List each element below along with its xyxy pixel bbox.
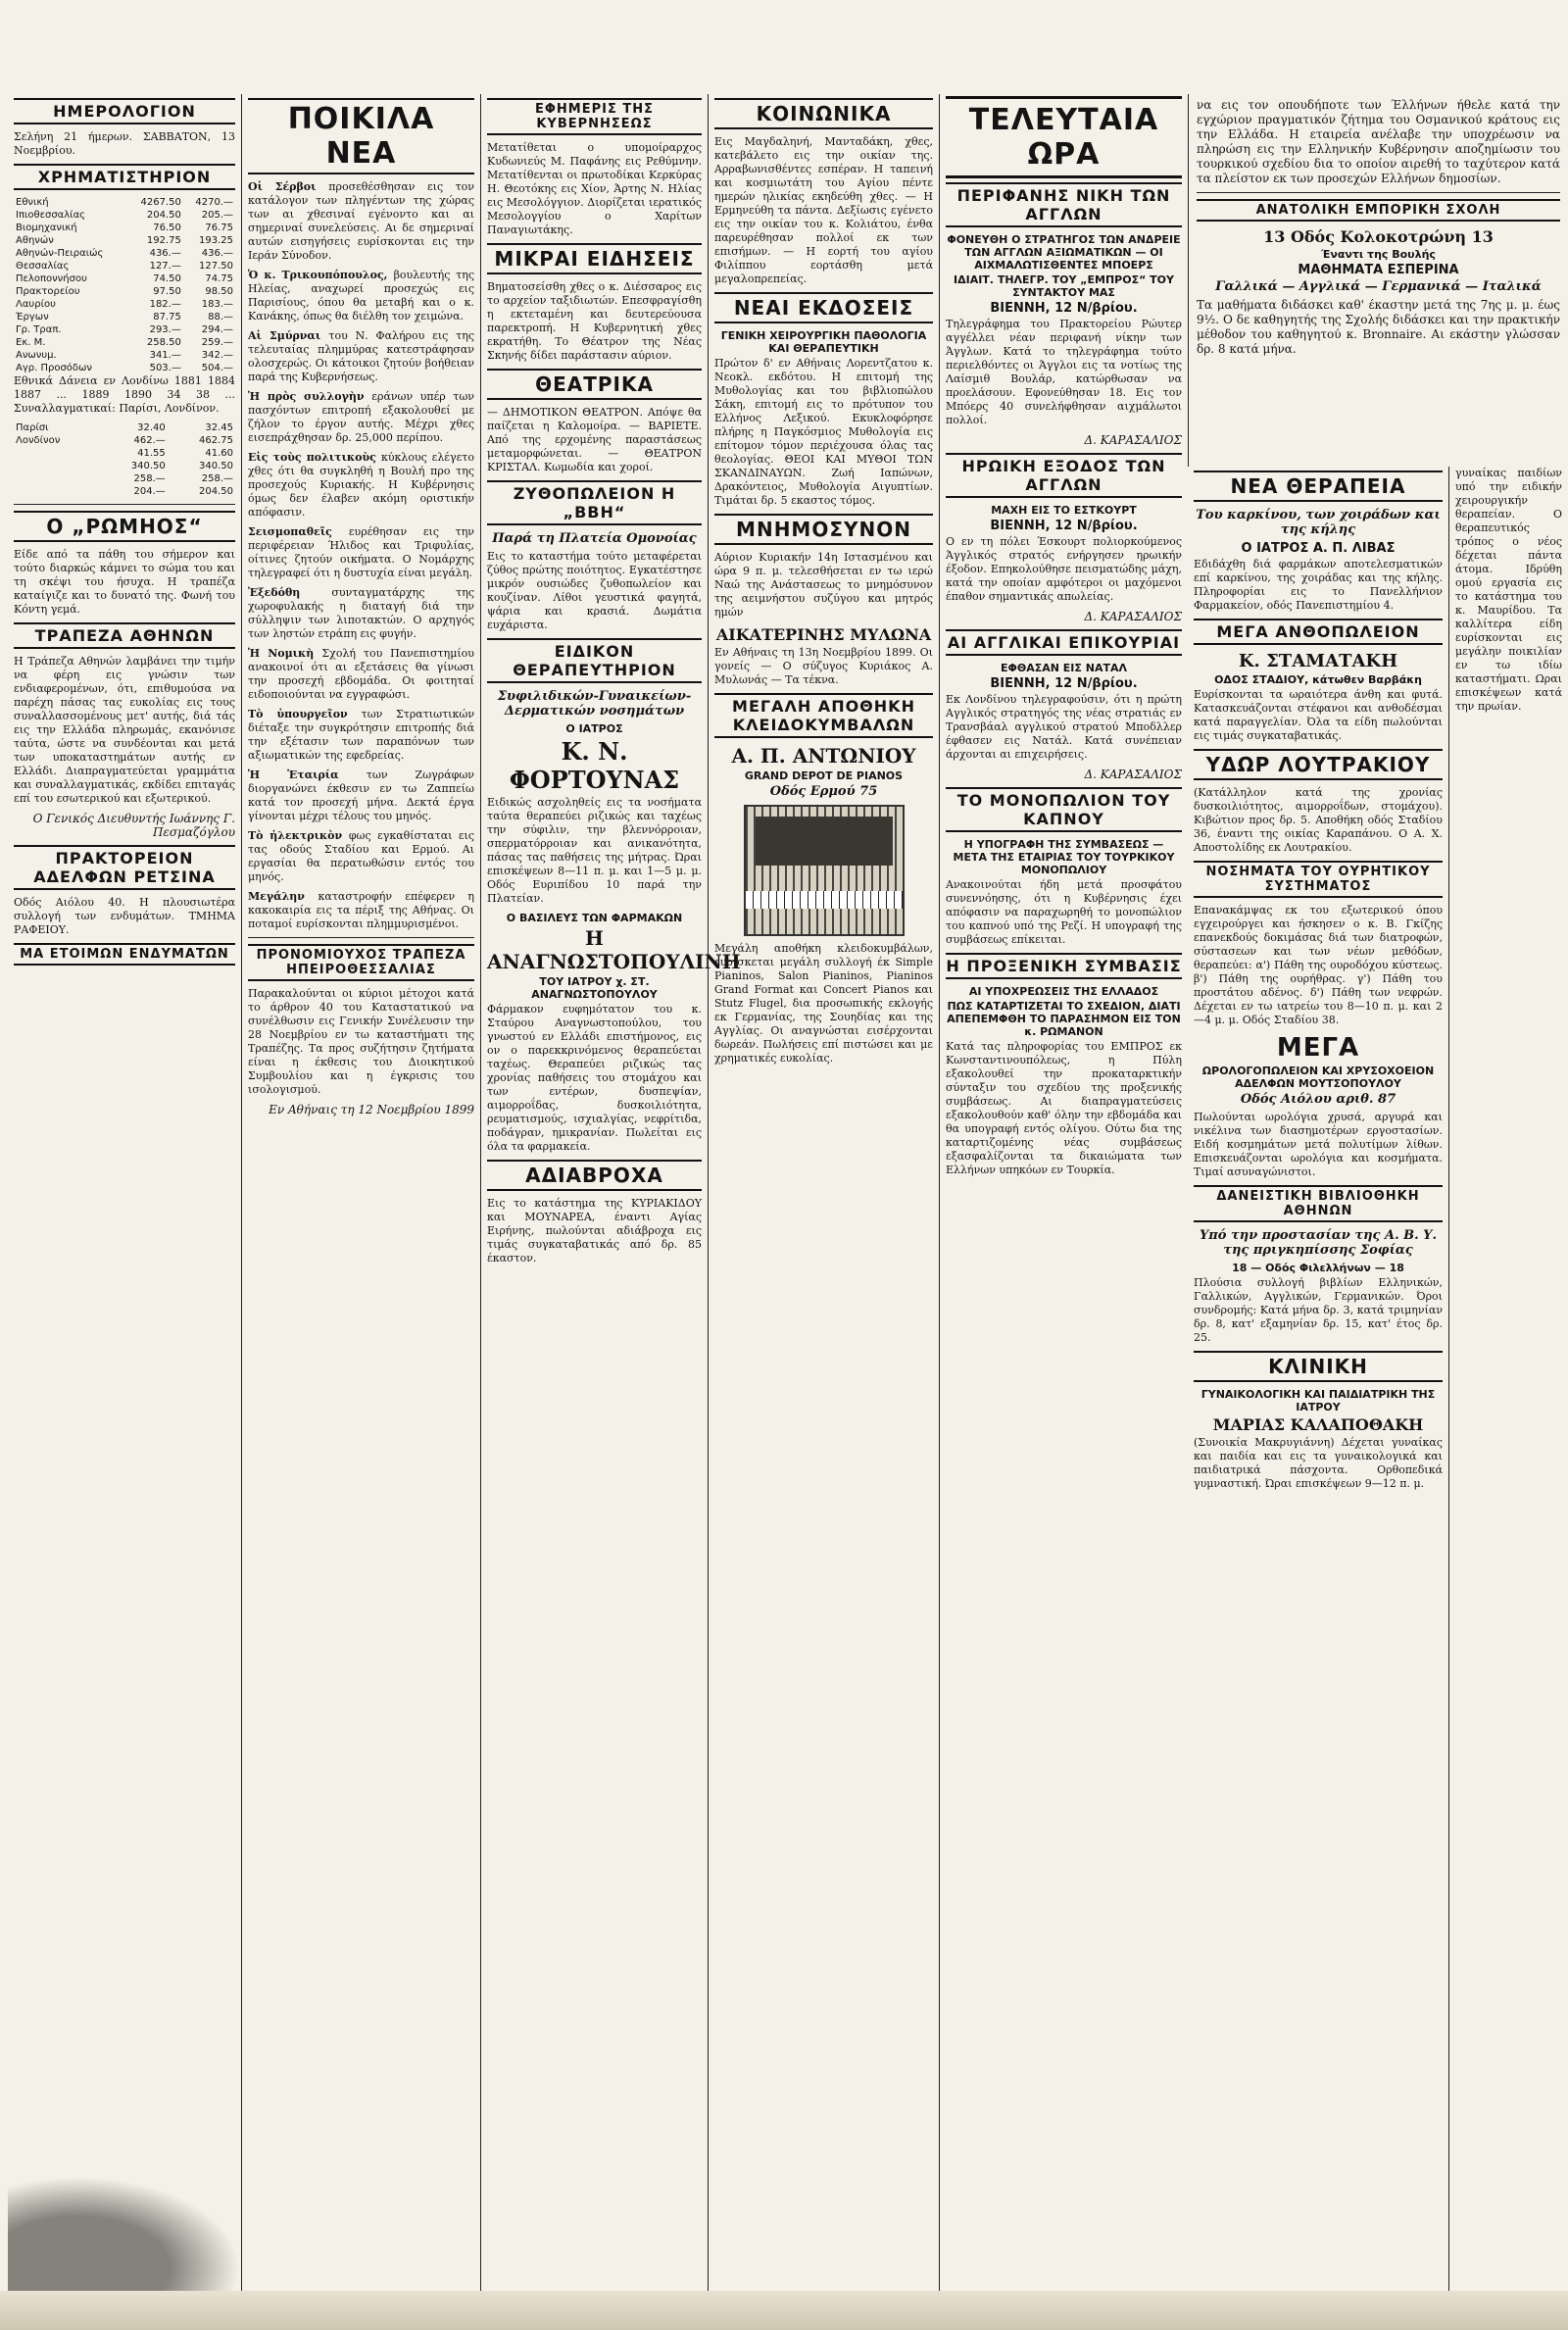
news-item-text: βουλευτής της Ηλείας, αναχωρεί προσεχώς εις Παρισίους, όπου θα μεταβή και ο κ. Κανάκης, όπως θα διέλθη τον χειμώνα.	[248, 269, 474, 322]
row-label: Αθηνών	[16, 235, 54, 246]
piano-text: Μεγάλη αποθήκη κλειδοκυμβάλων, ευρίσκεται μεγάλη συλλογή έκ Simple Pianinos, Salon Pianinos, Pianinos Grand Format και Concert Pianos και Stutz Flugel, δια προσωπικής εκλογής εκ Γερμανίας, της Σουηδίας και της Αγγλίας. Οι αναγνώσται εισέρχονται δωρεάν. Πωλήσεις επί πιστώσει και με χρηματικές ευκολίας.	[714, 942, 933, 1065]
row-label: Παρίσι	[16, 422, 49, 433]
row-label	[14, 447, 100, 460]
store-text: Οδός Αιόλου 40. Η πλουσιωτέρα συλλογή των ενδυμάτων. ΤΜΗΜΑ ΡΑΦΕΙΟΥ.	[14, 896, 235, 936]
rate-row	[14, 447, 235, 460]
row-label: Βιομηχανική	[16, 223, 77, 233]
column-3	[480, 94, 741, 2291]
exchange-row	[14, 222, 235, 234]
books-sub: ΓΕΝΙΚΗ ΧΕΙΡΟΥΡΓΙΚΗ ΠΑΘΟΛΟΓΙΑ ΚΑΙ ΘΕΡΑΠΕΥΤΙΚΗ	[720, 329, 927, 355]
exchange-row	[14, 336, 235, 349]
store-sub: ΜΑ ΕΤΟΙΜΩΝ ΕΝΔΥΜΑΤΩΝ	[14, 943, 235, 966]
consular-sub: ΑΙ ΥΠΟΧΡΕΩΣΕΙΣ ΤΗΣ ΕΛΛΑΔΟΣ	[968, 985, 1159, 998]
news-item-head: Τὸ ἠλεκτρικὸν	[248, 829, 349, 842]
news-item-text: Σχολή του Πανεπιστημίου ανακοινοί ότι αι εξετάσεις θα γίνωσι την προσεχή εβδομάδα. Οι φοιτηταί ειδοποιούνται να εγγραφώσι.	[248, 647, 474, 701]
news-items	[248, 180, 474, 931]
row-label: Ιπιοθεσσαλίας	[16, 210, 86, 221]
small-news-text: Βηματοσείσθη χθες ο κ. Διέσσαρος εις το αρχείον ταξιδιωτών. Επεσφραγίσθη η εκτεταμένη και δευτερεύουσα παρεκτροπή. Η Κυβερνητική χθες εκρατήθη. Το Θέατρον της Νέας Σκηνής δίδει παράστασιν αύριον.	[487, 280, 702, 362]
row-value: 259.—	[201, 337, 233, 348]
news-item-head: Οἱ Σέρβοι	[248, 180, 329, 193]
victory-headline: ΠΕΡΙΦΑΝΗΣ ΝΙΚΗ ΤΩΝ ΑΓΓΛΩΝ	[946, 182, 1182, 227]
clinic2-title: ΚΛΙΝΙΚΗ	[1194, 1351, 1443, 1382]
row-value: 462.—	[133, 435, 166, 446]
row-label: Γρ. Τραπ.	[16, 324, 62, 335]
news-item-text: καταστροφήν επέφερεν η κακοκαιρία εις τα πέριξ της Αθήνας. Οι ποταμοί ευρίσκονται πλημμυρισμένοι.	[248, 890, 474, 930]
news-item-head: Τὸ ὑπουργεῖον	[248, 708, 362, 720]
news-item	[248, 829, 474, 884]
row-value: 205.—	[201, 210, 233, 221]
news-item	[248, 525, 474, 580]
news-item-text: κύκλους ελέγετο χθες ότι θα συγκληθή η Βουλή προ της προσεχούς Κυριακής. Η Κυβέρνησις όμως δεν έλαβεν ακόμη οριστικήν απόφασιν.	[248, 451, 474, 519]
row-value: 341.—	[149, 350, 181, 361]
news-item-head: Ἐξεδόθη	[248, 586, 332, 599]
row-value: 340.50	[130, 461, 166, 471]
victory-sub: ΦΟΝΕΥΘΗ Ο ΣΤΡΑΤΗΓΟΣ ΤΩΝ ΑΝΔΡΕΙΕ ΤΩΝ ΑΓΓΛΩΝ ΑΞΙΩΜΑΤΙΚΩΝ — ΟΙ ΑΙΧΜΑΛΩΤΙΣΘΕΝΤΕΣ ΜΠΟΕΡΣ	[947, 233, 1181, 272]
bank2-text: Παρακαλούνται οι κύριοι μέτοχοι κατά το άρθρον 40 του Καταστατικού να συνέλθωσιν εις Γενικήν Συνέλευσιν την 28 Νοεμβρίου εν τω καταστήματι της Τραπέζης. Τα προς συζήτησιν ζητήματα είναι η έκθεσις του Διοικητικού Συμβουλίου και η έγκρισις του ισολογισμού.	[248, 987, 474, 1096]
news-item	[248, 390, 474, 445]
pharm-title: Ο ΒΑΣΙΛΕΥΣ ΤΩΝ ΦΑΡΜΑΚΩΝ	[506, 912, 683, 924]
news-item-text: εράνων υπέρ των πασχόντων επιτροπή εξακολουθεί με ζήλον το έργον αυτής. Μέχρι χθες εισεπράχθησαν δρ. 25,000 περίπου.	[248, 390, 474, 444]
row-value: 293.—	[149, 324, 181, 335]
school-addr: 13 Οδός Κολοκοτρώνη 13	[1263, 227, 1494, 246]
row-value: 76.50	[153, 223, 181, 233]
doctor-label: Ο ΙΑΤΡΟΣ	[565, 722, 623, 735]
clinic-title: ΕΙΔΙΚΟΝ ΘΕΡΑΠΕΥΤΗΡΙΟΝ	[487, 638, 702, 683]
exchange-table	[14, 196, 235, 374]
row-value: 98.50	[205, 286, 233, 297]
exchange-row	[14, 234, 235, 247]
row-value: 204.50	[199, 486, 233, 497]
raincoat-title: ΑΔΙΑΒΡΟΧΑ	[487, 1160, 702, 1191]
row-value: 76.75	[205, 223, 233, 233]
gazette-text: Μετατίθεται ο υπομοίραρχος Κυδωνιεύς Μ. Παφάνης εις Ρεθύμνην. Μετατίθενται οι πρωτοδίκαι Κερκύρας Η. Θεοτόκης εις Χίον, Άρτης Ν. Ηλίας εις Μεσολόγγιον. Διορίζεται ιερατικός Μεσολογγίου ο Χαρίτων Παναγιωτάκης.	[487, 141, 702, 236]
water-title: ΥΔΩΡ ΛΟΥΤΡΑΚΙΟΥ	[1194, 749, 1443, 780]
illness-text: Επανακάμψας εκ του εξωτερικού όπου εγχειρούργει και ήσκησεν ο κ. Β. Γκίζης επανεκδούς δοκιμάσας διά των διατροφών, σύστασεων και των νέων μεθόδων, θεραπεύει: α') Πάθη της ουροδόχου κύστεως. β') Πάθη της ουρήθρας. γ') Πάθη του προστάτου αδένος. δ') Πάθη των νεφρών. Δέχεται εν τω ιατρείω του 8—10 π. μ. και 2—4 μ. μ. Οδός Σταδίου 38.	[1194, 904, 1443, 1026]
news-item-head: Ἡ Ἑταιρία	[248, 768, 367, 781]
row-value: 340.50	[199, 461, 233, 471]
row-value: 182.—	[149, 299, 181, 310]
gold-text: Πωλούνται ωρολόγια χρυσά, αργυρά και νικέλινα των διασημοτέρων εργοστασίων. Ειδή κοσμημάτων μετά πολυτίμων λίθων. Επισκευάζονται ωρολόγια και κοσμήματα. Τιμαί ασυναγώνιστοι.	[1194, 1111, 1443, 1178]
column-7-text: γυναίκας παιδίων υπό την ειδικήν χειρουργικήν θεραπείαν. Ο θεραπευτικός τρόπος ο νέος δέχεται πάντα άτομα. Ιδρύθη ομού εργασία εις το κατάστημα του κ. Μαυρίδου. Τα καλλίτερα είδη ευρίσκονται εις μεγάλην ποικιλίαν εν τω ιδίω καταστήματι. Ωραι επισκέψεων κατά την πρωίαν.	[1455, 467, 1562, 713]
row-value: 504.—	[201, 363, 233, 373]
pharm-big: Η ΑΝΑΓΝΩΣΤΟΠΟΥΛΙΝΗ	[487, 926, 741, 973]
bank2-title: ΠΡΟΝΟΜΙΟΥΧΟΣ ΤΡΑΠΕΖΑ ΗΠΕΙΡΟΘΕΣΣΑΛΙΑΣ	[248, 944, 474, 981]
exchange-row	[14, 285, 235, 298]
piano-sub: GRAND DEPOT DE PIANOS	[744, 769, 904, 782]
row-value: 87.75	[153, 312, 181, 322]
news-item	[248, 451, 474, 520]
illness-title: ΝΟΣΗΜΑΤΑ ΤΟΥ ΟΥΡΗΤΙΚΟΥ ΣΥΣΤΗΜΑΤΟΣ	[1194, 861, 1443, 898]
library-sub: Υπό την προστασίαν της Α. Β. Υ. της πριγκηπίσσης Σοφίας	[1200, 1228, 1437, 1258]
exchange-row	[14, 247, 235, 260]
exchange-row	[14, 298, 235, 311]
row-value: 462.75	[199, 435, 233, 446]
water-text: (Κατάλληλον κατά της χρονίας δυσκοιλιότητος, αιμορροΐδων, στομάχου). Κιβώτιον προς δρ. 5. Αποθήκη οδός Σταδίου 36, έναντι της οικίας Καραπάνου. Ο Α. Χ. Αποστολίδης εκ Λουτρακίου.	[1194, 786, 1443, 854]
news-item-text: συνταγματάρχης της χωροφυλακής η διαταγή διά την σύλληψιν των λιποτακτών. Ο αρχηγός των ληστών ετράπη εις φυγήν.	[248, 586, 474, 640]
bank-text: Η Τράπεζα Αθηνών λαμβάνει την τιμήν να φέρη εις γνώσιν των ενδιαφερομένων, ότι, επιθυμούσα να παρέχη πάσας τας ευκολίας εις τους συναλλασσομένους μετ' αυτής, διά τάς εις την Ελλάδα πληρωμάς, εκανόνισε ταύτα, ώστε να συνδέονται και μετά των υποκαταστημάτων αυτής εν Ελλάδι. Διαπραγματεύεται γραμμάτια και συναλλαγματικάς, εκδίδει επιταγάς επί του εσωτερικού και εξωτερικού.	[14, 655, 235, 805]
bank-title: ΤΡΑΠΕΖΑ ΑΘΗΝΩΝ	[14, 622, 235, 649]
row-value: 127.—	[149, 261, 181, 272]
row-value: 258.—	[201, 473, 233, 484]
row-label: Ανωνυμ.	[16, 350, 57, 361]
column-2	[241, 94, 480, 2291]
telegram-1-city: ΒΙΕΝΝΗ, 12 Ν/βρίου.	[990, 301, 1138, 316]
flower-text: Ευρίσκονται τα ωραιότερα άνθη και φυτά. Κατασκευάζονται στέφανοι και ανθοδέσμαι κατά παραγγελίαν. Όλα τα είδη πωλούνται εις τιμάς συγκαταβατικάς.	[1194, 688, 1443, 742]
news-item	[248, 647, 474, 702]
theater-text: — ΔΗΜΟΤΙΚΟΝ ΘΕΑΤΡΟΝ. Απόψε θα παίζεται η Καλομοίρα. — ΒΑΡΙΕΤΕ. Από της ερχομένης παραστάσεως μεταμορφώνεται. — ΘΕΑΤΡΟΝ ΚΡΙΣΤΑΛ. Κωμωδία και χοροί.	[487, 406, 702, 473]
row-label: Εθνική	[16, 197, 49, 208]
exodus-headline: ΗΡΩΙΚΗ ΕΞΟΔΟΣ ΤΩΝ ΑΓΓΛΩΝ	[946, 453, 1182, 498]
row-label: Εκ. Μ.	[16, 337, 46, 348]
row-label: Έργων	[16, 312, 49, 322]
row-value: 258.50	[146, 337, 181, 348]
reinforcements-sub: ΕΦΘΑΣΑΝ ΕΙΣ ΝΑΤΑΛ	[1001, 662, 1127, 674]
news-item-text: προσεθέσθησαν εις τον κατάλογον των πληγέντων της χώρας των αι χθεσιναί εγένοντο και αι σημεριναί συνελεύσεις. Αι δε σημεριναί αυτών εισηγήσεις ευρίσκονται εις την Ιεράν Σύνοδον.	[248, 180, 474, 262]
row-value: 127.50	[199, 261, 233, 272]
news-item-head: Αἱ Σμύρναι	[248, 329, 329, 342]
column-1	[8, 94, 241, 2291]
news-item-head: Ἡ πρὸς συλλογὴν	[248, 390, 372, 403]
news-item	[248, 329, 474, 384]
page-footer	[0, 2291, 1568, 2330]
signature-1: Δ. ΚΑΡΑΣΑΛΙΟΣ	[1084, 433, 1182, 447]
news-item-head: Εἰς τοὺς πολιτικοὺς	[248, 451, 381, 464]
gold-addr: Οδός Αιόλου αριθ. 87	[1240, 1092, 1396, 1107]
top-strip	[1188, 94, 1568, 467]
flower-name: Κ. ΣΤΑΜΑΤΑΚΗ	[1238, 651, 1398, 671]
piano-addr: Οδός Ερμού 75	[769, 784, 878, 799]
exchange-row	[14, 196, 235, 209]
exchange-row	[14, 323, 235, 336]
rate-row	[14, 460, 235, 472]
gold-sub: ΩΡΟΛΟΓΟΠΩΛΕΙΟΝ ΚΑΙ ΧΡΥΣΟΧΟΕΙΟΝ ΑΔΕΛΦΩΝ ΜΟΥΤΣΟΠΟΥΛΟΥ	[1201, 1065, 1435, 1090]
pharm-text: Φάρμακον ευφημότατον του κ. Σταύρου Αναγνωστοπούλου, του γνωστού εν Ελλάδι επιστήμονος, εις ον ο παρεκκρινόμενος θεραπεύεται ταχέως. Θεραπεύει ριζικώς τας χρονίας παθήσεις του στομάχου και των εντέρων, δυσπεψίαν, αιμορροΐδας, δυσκοιλιότητα, ρευματισμούς, ισχιαλγίας, νεφρίτιδα, ποδάγραν, ημικρανίαν. Πωλείται εις όλα τα φαρμακεία.	[487, 1003, 702, 1153]
news-item-head: Ἡ Νομικὴ	[248, 647, 322, 660]
row-label: Λονδίνον	[16, 435, 61, 446]
signature-2: Δ. ΚΑΡΑΣΑΛΙΟΣ	[1084, 610, 1182, 623]
school-langs: Γαλλικά — Αγγλικά — Γερμανικά — Ιταλικά	[1215, 279, 1542, 294]
row-value: 204.—	[133, 486, 166, 497]
row-value: 193.25	[199, 235, 233, 246]
exodus-sub: ΜΑΧΗ ΕΙΣ ΤΟ ΕΣΤΚΟΥΡΤ	[991, 504, 1137, 517]
doctor-name: Κ. Ν. ΦΟΡΤΟΥΝΑΣ	[509, 737, 680, 794]
library-title: ΔΑΝΕΙΣΤΙΚΗ ΒΙΒΛΙΟΘΗΚΗ ΑΘΗΝΩΝ	[1194, 1185, 1443, 1222]
calendar-title: ΗΜΕΡΟΛΟΓΙΟΝ	[14, 98, 235, 124]
column-7	[1448, 467, 1568, 2291]
row-value: 436.—	[201, 248, 233, 259]
flower-addr: ΟΔΟΣ ΣΤΑΔΙΟΥ, κάτωθεν Βαρβάκη	[1214, 673, 1422, 686]
pharm-sub: ΤΟΥ ΙΑΤΡΟΥ χ. ΣΤ. ΑΝΑΓΝΩΣΤΟΠΟΥΛΟΥ	[531, 975, 658, 1001]
row-value: 204.50	[146, 210, 181, 221]
exchange-row	[14, 209, 235, 222]
books-title: ΝΕΑΙ ΕΚΔΟΣΕΙΣ	[714, 292, 933, 323]
library-addr: 18 — Οδός Φιλελλήνων — 18	[1232, 1262, 1404, 1274]
piano-title: ΜΕΓΑΛΗ ΑΠΟΘΗΚΗ ΚΛΕΙΔΟΚΥΜΒΑΛΩΝ	[714, 693, 933, 738]
raincoat-text: Εις το κατάστημα της ΚΥΡΙΑΚΙΔΟΥ και ΜΟΥΝΑΡΕΑ, έναντι Αγίας Ειρήνης, πωλούνται αδιάβροχα εις τιμάς συγκαταβατικάς από δρ. 85 έκαστον.	[487, 1197, 702, 1264]
row-value: 436.—	[149, 248, 181, 259]
telegram-3-text: Εκ Λονδίνου τηλεγραφούσιν, ότι η πρώτη Αγγλικός στρατηγός της νέας στρατιάς εν Τρανσβάαλ αγγλικού στρατού Μποδλλερ έφθασεν εις Νατάλ. Κατά συνέπειαν άρχονται αι επιχειρήσεις.	[946, 693, 1182, 761]
row-value: 74.50	[153, 273, 181, 284]
last-hour-title: ΤΕΛΕΥΤΑΙΑ ΩΡΑ	[946, 96, 1182, 178]
row-value: 32.40	[137, 422, 166, 433]
rate-row	[14, 485, 235, 498]
bank-signature: Ο Γενικός Διευθυντής Ιωάννης Γ. Πεσμαζόγλου	[32, 812, 235, 839]
exchange-row	[14, 260, 235, 273]
news-item	[248, 586, 474, 641]
consular-text: Κατά τας πληροφορίας του ΕΜΠΡΟΣ εκ Κωνσταντινουπόλεως, η Πύλη εξακολουθεί την προκαταρκτικήν σύνταξιν του σχεδίου της προξενικής συμβάσεως. Αι διαπραγματεύσεις εξακολουθούν καθ' όλην την εβδομάδα και θα υπογραφή εντός ολίγου. Ούτω δια της καταρτιζομένης νέας συμβάσεως εξασφαλίζονται τα δικαιώματα των Ελλήνων υπηκόων εν Τουρκία.	[946, 1040, 1182, 1176]
brewery-sub: Παρά τη Πλατεία Ομονοίας	[492, 531, 697, 546]
school-title: ΑΝΑΤΟΛΙΚΗ ΕΜΠΟΡΙΚΗ ΣΧΟΛΗ	[1197, 199, 1560, 222]
flower-title: ΜΕΓΑ ΑΝΘΟΠΩΛΕΙΟΝ	[1194, 619, 1443, 645]
small-news-title: ΜΙΚΡΑΙ ΕΙΔΗΣΕΙΣ	[487, 243, 702, 274]
news-item-text: ευρέθησαν εις την περιφέρειαν Ήλιδος και Τριφυλίας, οίτινες ζητούν οικήματα. Ο Νομάρχης τηλεγραφεί ότι η δυστυχία είναι μεγάλη.	[248, 525, 474, 579]
row-value: 503.—	[149, 363, 181, 373]
row-label: Αγρ. Προσόδων	[16, 363, 92, 373]
exchange-row	[14, 349, 235, 362]
clinic-sub: Συφιλιδικών-Γυναικείων-Δερματικών νοσημάτων	[497, 689, 692, 719]
calendar-text: Σελήνη 21 ήμερων. ΣΑΒΒΑΤΟΝ, 13 Νοεμβρίου.	[14, 130, 235, 157]
row-value: 41.60	[205, 448, 233, 459]
therapy-text: Εδιδάχθη διά φαρμάκων αποτελεσματικών επί καρκίνου, της χοιράδας και της κήλης. Πληροφορίαι εις το Πανελλήνιον Φαρμακείον, οδός Πανεπιστημίου 4.	[1194, 558, 1443, 612]
memorial-text: Αύριον Κυριακήν 14η Ιστασμένου και ώρα 9 π. μ. τελεσθήσεται εν τω ιερώ Ναώ της Ανάστασεως το μνημόσυνον της αειμνήστου συζύγου και μητρός ημών	[714, 551, 933, 619]
doctor-text: Ειδικώς ασχοληθείς εις τα νοσήματα ταύτα θεραπεύει ριζικώς και ταχέως την σύφιλιν, την βλεννόρροιαν, σπερματόρροιαν και ανικανότητα, πάσας τας παθήσεις της μήτρας. Ώραι επισκέψεων 8—11 π. μ. και 1—5 μ. μ. Οδός Ευριπίδου 10 παρά την Πλατείαν.	[487, 796, 702, 905]
top-strip-text: να εις τον οπουδήποτε των Έλλήνων ήθελε κατά την εγχώριον πραγματικόν ζήτημα του Οσμανικού κράτους εις την Ελλάδα. Η εταιρεία ανέλαβε την υποχρέωσιν να πληρώση εις την Ελληνικήν Κυβέρνησιν αποζημίωσιν του τουρκικού σχεδίου δια το οποίον αιρεθή το ταχύτερον κατά τα πλείστον εκ των προσεχών Ελλήνων δημοσίων.	[1197, 98, 1560, 185]
school-text: Τα μαθήματα διδάσκει καθ' έκαστην μετά της 7ης μ. μ. έως 9½. Ο δε καθηγητής της Σχολής διδάσκει και την πρακτικήν μέθοδον του καθηγητού κ. Bronnaire. Αι εκάστην γλώσσαν δρ. 8 κατά μήνα.	[1197, 298, 1560, 356]
brewery-text: Εις το καταστήμα τούτο μεταφέρεται ζύθος πρώτης ποιότητος. Εγκατέστησε μικρόν ουσιώδες ζυθοπωλείον και κουζίναν. Λίθοι γευστικά φαγητά, ψάρια και κρασιά. Δωμάτια ευχάριστα.	[487, 550, 702, 631]
row-value: 183.—	[201, 299, 233, 310]
row-value: 88.—	[208, 312, 233, 322]
piano-illustration	[744, 805, 905, 936]
telegram-1-label: ΙΔΙΑΙΤ. ΤΗΛΕΓΡ. ΤΟΥ „ΕΜΠΡΟΣ“ ΤΟΥ ΣΥΝΤΑΚΤΟΥ ΜΑΣ	[954, 273, 1174, 299]
therapy-doctor: Ο ΙΑΤΡΟΣ Α. Π. ΛΙΒΑΣ	[1241, 541, 1396, 556]
row-value: 4267.50	[140, 197, 181, 208]
library-text: Πλούσια συλλογή βιβλίων Ελληνικών, Γαλλικών, Αγγλικών, Γερμανικών. Όροι συνδρομής: Κατά μήνα δρ. 3, κατά τριμηνίαν δρ. 8, κατ' εξαμηνίαν δρ. 15, κατ' έτος δρ. 25.	[1194, 1276, 1443, 1344]
rate-row	[14, 472, 235, 485]
school-heading: ΜΑΘΗΜΑΤΑ ΕΣΠΕΡΙΝΑ	[1298, 263, 1459, 277]
row-label: Αθηνών-Πειραιώς	[16, 248, 104, 259]
consular-headline: Η ΠΡΟΞΕΝΙΚΗ ΣΥΜΒΑΣΙΣ	[946, 953, 1182, 979]
row-label: Θεσσαλίας	[16, 261, 70, 272]
row-value: 258.—	[133, 473, 166, 484]
social-title: ΚΟΙΝΩΝΙΚΑ	[714, 98, 933, 129]
row-value: 97.50	[153, 286, 181, 297]
social-text: Εις Μαγδαληνή, Μανταδάκη, χθες, κατεβάλετο εις την οικίαν της. Αρραβωνισθέντες εσπέραν. Η ταπεινή και κοσμιωτάτη του Αγίου πέντε ημερών ηλικίας εκηδεύθη χθες. — Η Ερμηνεύθη τα πάντα. Δεξίωσις εγένετο εις την οικίαν του κ. Κολιάτου, ένθα παρευρέθησαν πολλοί εκ των επισήμων. — Η εορτή του αγίου Φιλίππου εορτάσθη μετά μεγαλοπρεπείας.	[714, 135, 933, 285]
exchange-row	[14, 311, 235, 323]
row-label: Πελοποννήσου	[16, 273, 87, 284]
therapy-title: ΝΕΑ ΘΕΡΑΠΕΙΑ	[1194, 471, 1443, 502]
rate-row	[14, 421, 235, 434]
news-item	[248, 180, 474, 263]
row-label	[14, 472, 100, 485]
column-6	[1188, 467, 1448, 2291]
books-text: Πρώτον δ' εν Αθήναις Λορεντζατου κ. Νεοκλ. εκδότου. Η επιτομή της Μυθολογίας και του βιβλιοπώλου Σάκη, επιτομή εις το πρότυπον του Ελλήνος Λεξικού. Εκυκλοφόρησε πλήρης η Παγκόσμιος Μυθολογία εις επίτομον τόμον περιέχουσα όλας τας θεολογίας. ΘΕΟΙ ΚΑΙ ΜΥΘΟΙ ΤΩΝ ΣΚΑΝΔΙΝΑΥΩΝ. Ζωή Ιαπώνων, Δρακόντειος, Μυθολογία Αιγυπτίων. Τιμάται δρ. 5 εκαστος τόμος.	[714, 357, 933, 507]
news-item-head: Ὁ κ. Τρικουπόπουλος,	[248, 269, 394, 281]
news-item-text: των Στρατιωτικών διέταξε την συγκρότησιν επιτροπής διά την εξέτασιν των παραπόνων των αξιωματικών της εφεδρείας.	[248, 708, 475, 762]
telegram-1-text: Τηλεγράφημα του Πρακτορείου Ρώυτερ αγγέλλει νέαν περιφανή νίκην των Άγγλων. Κατά το τηλεγράφημα τούτο περιελθόντες οι Άγγλοι εις τα νοτίως της Λαίσμιθ Βουλάρ, κατώρθωσαν να προελάσουν. Εφονεύθησαν 18. Εις τον Μπόερς 40 συνελήφθησαν αιχμάλωτοι πολλοί.	[946, 318, 1182, 426]
memorial-title: ΜΝΗΜΟΣΥΝΟΝ	[714, 514, 933, 545]
clinic2-sub: ΓΥΝΑΙΚΟΛΟΓΙΚΗ ΚΑΙ ΠΑΙΔΙΑΤΡΙΚΗ ΤΗΣ ΙΑΤΡΟΥ	[1200, 1388, 1436, 1413]
consular-sub-2: ΠΩΣ ΚΑΤΑΡΤΙΖΕΤΑΙ ΤΟ ΣΧΕΔΙΟΝ, ΔΙΑΤΙ ΑΠΕΠΕΜΦΘΗ ΤΟ ΠΑΡΑΣΗΜΟΝ ΕΙΣ ΤΟΝ κ. ΡΩΜΑΝΟΝ	[947, 1000, 1181, 1038]
exchange-more: Εθνικά Δάνεια εν Λονδίνω 1881 1884 1887 ... 1889 1890 34 38 ... Συναλλαγματικαί: Παρίσι, Λονδίνον.	[14, 374, 235, 415]
row-label	[14, 485, 100, 498]
tobacco-headline: ΤΟ ΜΟΝΟΠΩΛΙΟΝ ΤΟΥ ΚΑΠΝΟΥ	[946, 787, 1182, 832]
news-item-head: Μεγάλην	[248, 890, 318, 903]
romios-text: Είδε από τα πάθη του σήμερον και τούτο διαρκώς κάμνει το σώμα του και τη σκέψι του ήσυχα. Η τραπέζα καταίγιζε και το δυνατό της. Φωνή του Κόντη γεμά.	[14, 548, 235, 616]
row-label: Λαυρίου	[16, 299, 56, 310]
clinic2-text: (Συνοικία Μακρυγιάννη) Δέχεται γυναίκας και παιδία και εις τα γυναικολογικά και παιδιατρικά πάσχοντα. Ορθοπεδικά γυμναστική. Ώραι επισκέψεων 9—12 π. μ.	[1194, 1436, 1443, 1490]
rate-row	[14, 434, 235, 447]
memorial-sign: Εν Αθήναις τη 13η Νοεμβρίου 1899. Οι γονείς — Ο σύζυγος Κυριάκος Α. Μυλωνάς — Τα τέκνα.	[714, 646, 933, 686]
news-item-head: Σεισμοπαθεῖς	[248, 525, 349, 538]
poikila-title: ΠΟΙΚΙΛΑ ΝΕΑ	[248, 98, 474, 174]
piano-name: Α. Π. ΑΝΤΩΝΙΟΥ	[731, 744, 916, 768]
store-title: ΠΡΑΚΤΟΡΕΙΟΝ ΑΔΕΛΦΩΝ ΡΕΤΣΙΝΑ	[14, 845, 235, 890]
column-5	[939, 94, 1188, 2291]
row-value: 74.75	[205, 273, 233, 284]
row-value: 294.—	[201, 324, 233, 335]
exchange-row	[14, 273, 235, 285]
news-item	[248, 708, 474, 763]
row-value: 192.75	[146, 235, 181, 246]
telegram-2-city: ΒΙΕΝΝΗ, 12 Ν/βρίου.	[990, 519, 1138, 533]
therapy-sub: Του καρκίνου, των χοιράδων και της κήλης	[1196, 508, 1441, 537]
row-value: 342.—	[201, 350, 233, 361]
memorial-name: ΑΙΚΑΤΕΡΙΝΗΣ ΜΥΛΩΝΑ	[715, 625, 932, 644]
theater-title: ΘΕΑΤΡΙΚΑ	[487, 369, 702, 400]
news-item-text: φως εγκαθίσταται εις τας οδούς Σταδίου και Ερμού. Αι εργασίαι θα περατωθώσιν εντός του μηνός.	[248, 829, 474, 883]
school-sub: Έναντι της Βουλής	[1321, 248, 1436, 261]
romios-title: Ο „ΡΩΜΗΟΣ“	[14, 511, 235, 542]
exchange-row	[14, 362, 235, 374]
news-item	[248, 768, 474, 823]
signature-3: Δ. ΚΑΡΑΣΑΛΙΟΣ	[1084, 768, 1182, 781]
gold-title: ΜΕΓΑ	[1276, 1033, 1360, 1063]
row-value: 4270.—	[195, 197, 233, 208]
brewery-title: ΖΥΘΟΠΩΛΕΙΟΝ Η „ΒΒΗ“	[487, 480, 702, 525]
tobacco-sub: Η ΥΠΟΓΡΑΦΗ ΤΗΣ ΣΥΜΒΑΣΕΩΣ — ΜΕΤΑ ΤΗΣ ΕΤΑΙΡΙΑΣ ΤΟΥ ΤΟΥΡΚΙΚΟΥ ΜΟΝΟΠΩΛΙΟΥ	[953, 838, 1175, 876]
tobacco-text: Ανακοινούται ήδη μετά προσφάτου συνεννόησης, ότι η Κυβέρνησις έχει απόφασιν να παραχωρηθή το μονοπώλιον του καπνού υπό της Ρεζί. Η υπογραφή της συμβάσεως επίκειται.	[946, 878, 1182, 946]
row-value: 32.45	[205, 422, 233, 433]
row-value: 41.55	[137, 448, 166, 459]
news-item	[248, 890, 474, 931]
bank2-sign: Εν Αθήναις τη 12 Νοεμβρίου 1899	[269, 1103, 474, 1116]
news-item-text: του Ν. Φαλήρου εις της τελευταίας πλημμύρας κατεστράφησαν ολοσχερώς. Οι κάτοικοι ζητούν βοήθειαν παρά της Κυβερνήσεως.	[248, 329, 474, 383]
news-item	[248, 269, 474, 323]
news-item-text: των Ζωγράφων διοργανώνει έκθεσιν εν τω Ζαππείω κατά τον προσεχή μήνα. Δεκτά έργα γίνονται μέχρι τέλους του μηνός.	[248, 768, 474, 822]
telegram-2-text: Ο εν τη πόλει Έσκουρτ πολιορκούμενος Άγγλικός στρατός ενήργησεν ηρωικήν έξοδον. Επηκολούθησε πεισματώδης μάχη, κατά την οποίαν αμφότεροι οι μαχόμενοι έπαθον σημαντικάς απωλείας.	[946, 535, 1182, 603]
row-label	[14, 460, 100, 472]
reinforcements-headline: ΑΙ ΑΓΓΛΙΚΑΙ ΕΠΙΚΟΥΡΙΑΙ	[946, 629, 1182, 656]
exchange-rates-table	[14, 421, 235, 498]
gazette-title: ΕΦΗΜΕΡΙΣ ΤΗΣ ΚΥΒΕΡΝΗΣΕΩΣ	[487, 98, 702, 135]
clinic2-name: ΜΑΡΙΑΣ ΚΑΛΑΠΟΘΑΚΗ	[1212, 1415, 1424, 1434]
exchange-title: ΧΡΗΜΑΤΙΣΤΗΡΙΟΝ	[14, 164, 235, 190]
column-4	[708, 94, 939, 2291]
telegram-3-city: ΒΙΕΝΝΗ, 12 Ν/βρίου.	[990, 676, 1138, 691]
row-label: Πρακτορείου	[16, 286, 80, 297]
